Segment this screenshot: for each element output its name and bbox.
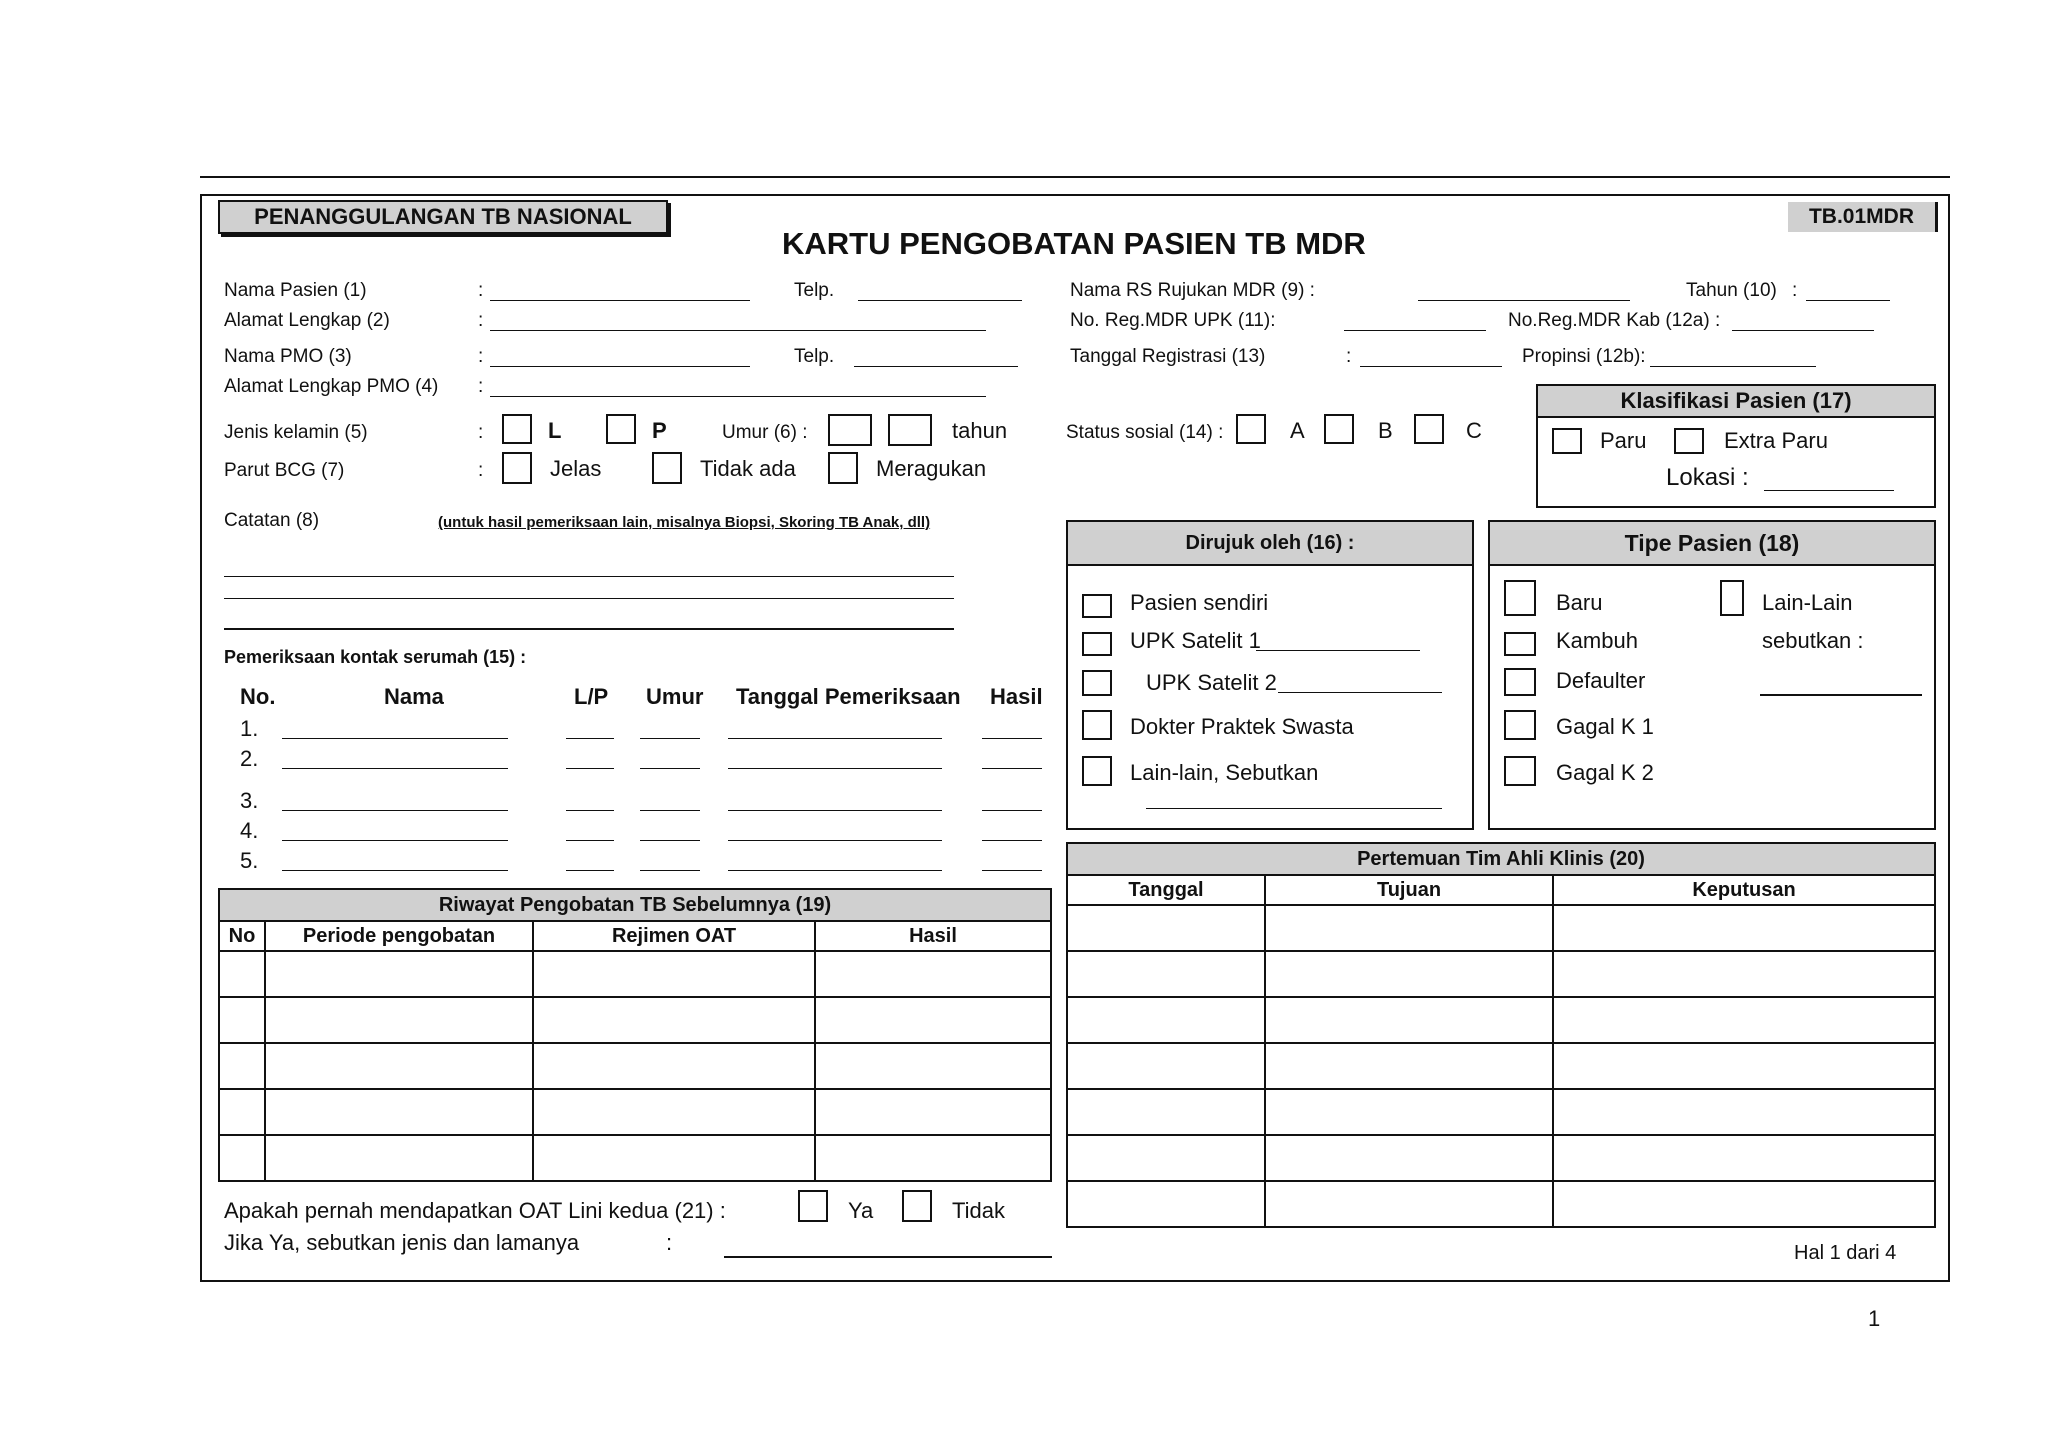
notes-label: Catatan (8) xyxy=(224,510,320,531)
patient-telp-label: Telp. xyxy=(794,280,835,301)
table-cell[interactable] xyxy=(1553,997,1935,1043)
referred-other-label: Lain-lain, Sebutkan xyxy=(1130,760,1319,785)
province-label: Propinsi (12b): xyxy=(1522,346,1646,367)
table-cell[interactable] xyxy=(1553,951,1935,997)
referred-upk2-checkbox[interactable] xyxy=(1082,670,1112,696)
meeting-title: Pertemuan Tim Ahli Klinis (20) xyxy=(1067,843,1935,875)
contact-result-field[interactable] xyxy=(982,870,1042,871)
table-cell[interactable] xyxy=(1067,1181,1265,1227)
colon: : xyxy=(478,460,484,481)
table-cell[interactable] xyxy=(815,951,1051,997)
contact-age-field[interactable] xyxy=(640,768,700,769)
classification-lung-checkbox[interactable] xyxy=(1552,428,1582,454)
table-cell[interactable] xyxy=(815,997,1051,1043)
contact-date-field[interactable] xyxy=(728,768,942,769)
table-row xyxy=(219,1135,1051,1181)
meeting-table xyxy=(1066,842,1936,1228)
referred-upk1-checkbox[interactable] xyxy=(1082,632,1112,656)
pmo-address-label: Alamat Lengkap PMO (4) xyxy=(224,376,439,397)
contact-name-field[interactable] xyxy=(282,840,508,841)
colon: : xyxy=(666,1230,673,1255)
type-relapse-label: Kambuh xyxy=(1556,628,1638,653)
patient-name-field[interactable] xyxy=(490,300,750,301)
age-digit-1-box[interactable] xyxy=(828,414,872,446)
second-line-detail-field[interactable] xyxy=(724,1256,1052,1258)
colon: : xyxy=(1792,280,1798,301)
contacts-header-date: Tanggal Pemeriksaan xyxy=(736,684,961,709)
second-line-detail-label: Jika Ya, sebutkan jenis dan lamanya xyxy=(224,1230,580,1255)
second-line-question: Apakah pernah mendapatkan OAT Lini kedua (21) : xyxy=(224,1198,726,1223)
year-field[interactable] xyxy=(1806,300,1890,301)
table-row xyxy=(219,997,1051,1043)
pmo-telp-field[interactable] xyxy=(854,366,1018,367)
location-field[interactable] xyxy=(1764,490,1894,491)
table-row xyxy=(1067,905,1935,951)
social-c-label: C xyxy=(1466,418,1482,443)
upk-reg-label: No. Reg.MDR UPK (11): xyxy=(1070,310,1276,331)
table-cell[interactable] xyxy=(265,1043,533,1089)
contact-date-field[interactable] xyxy=(728,810,942,811)
history-header-no: No xyxy=(219,921,265,951)
table-row xyxy=(219,951,1051,997)
classification-extra-lung-label: Extra Paru xyxy=(1724,428,1828,453)
pmo-address-field[interactable] xyxy=(490,396,986,397)
sex-l-label: L xyxy=(548,418,562,443)
bcg-none-checkbox[interactable] xyxy=(652,452,682,484)
sex-l-checkbox[interactable] xyxy=(502,414,532,444)
notes-line-1[interactable] xyxy=(224,576,954,577)
colon: : xyxy=(478,422,484,443)
type-defaulter-label: Defaulter xyxy=(1556,668,1646,693)
program-label-box xyxy=(218,200,668,234)
contact-result-field[interactable] xyxy=(982,840,1042,841)
table-row xyxy=(1067,1181,1935,1227)
contacts-header-no: No. xyxy=(240,684,276,709)
social-a-checkbox[interactable] xyxy=(1236,414,1266,444)
patient-address-label: Alamat Lengkap (2) xyxy=(224,310,390,331)
patient-address-field[interactable] xyxy=(490,330,986,331)
contact-age-field[interactable] xyxy=(640,738,700,739)
table-cell[interactable] xyxy=(1067,1135,1265,1181)
second-line-no-label: Tidak xyxy=(952,1198,1005,1223)
colon: : xyxy=(478,280,484,301)
year-label: Tahun (10) xyxy=(1686,280,1777,301)
table-cell[interactable] xyxy=(1553,1089,1935,1135)
contact-result-field[interactable] xyxy=(982,810,1042,811)
table-cell[interactable] xyxy=(1265,1181,1553,1227)
referred-private-doctor-checkbox[interactable] xyxy=(1082,710,1112,740)
contact-date-field[interactable] xyxy=(728,840,942,841)
classification-title: Klasifikasi Pasien (17) xyxy=(1538,386,1934,418)
table-cell[interactable] xyxy=(219,997,265,1043)
table-row xyxy=(1067,1135,1935,1181)
social-b-checkbox[interactable] xyxy=(1324,414,1354,444)
contact-date-field[interactable] xyxy=(728,738,942,739)
kab-reg-field[interactable] xyxy=(1732,330,1874,331)
social-b-label: B xyxy=(1378,418,1393,443)
province-field[interactable] xyxy=(1650,366,1816,367)
table-cell[interactable] xyxy=(533,997,815,1043)
age-label: Umur (6) : xyxy=(722,422,808,443)
table-cell[interactable] xyxy=(533,1135,815,1181)
bcg-clear-label: Jelas xyxy=(550,456,602,481)
table-row xyxy=(1067,1043,1935,1089)
history-header-period: Periode pengobatan xyxy=(265,921,533,951)
contact-sex-field[interactable] xyxy=(566,768,614,769)
bcg-label: Parut BCG (7) xyxy=(224,460,345,481)
colon: : xyxy=(478,376,484,397)
meeting-header-purpose: Tujuan xyxy=(1265,875,1553,905)
notes-hint: (untuk hasil pemeriksaan lain, misalnya Biopsi, Skoring TB Anak, dll) xyxy=(438,514,931,531)
form-title: KARTU PENGOBATAN PASIEN TB MDR xyxy=(782,226,1366,261)
contact-row-number: 2. xyxy=(240,746,259,771)
upk-reg-field[interactable] xyxy=(1344,330,1486,331)
social-a-label: A xyxy=(1290,418,1305,443)
reg-date-label: Tanggal Registrasi (13) xyxy=(1070,346,1266,367)
referred-other-field[interactable] xyxy=(1146,808,1442,809)
contacts-title: Pemeriksaan kontak serumah (15) : xyxy=(224,647,527,667)
type-fail-k2-checkbox[interactable] xyxy=(1504,756,1536,786)
contact-name-field[interactable] xyxy=(282,768,508,769)
classification-extra-lung-checkbox[interactable] xyxy=(1674,428,1704,454)
second-line-yes-checkbox[interactable] xyxy=(798,1190,828,1222)
notes-line-3[interactable] xyxy=(224,628,954,630)
notes-line-2[interactable] xyxy=(224,598,954,599)
referred-other-checkbox[interactable] xyxy=(1082,756,1112,786)
contact-row-number: 5. xyxy=(240,848,259,873)
table-cell[interactable] xyxy=(265,1089,533,1135)
type-new-label: Baru xyxy=(1556,590,1603,615)
type-fail-k2-label: Gagal K 2 xyxy=(1556,760,1654,785)
history-header-result: Hasil xyxy=(815,921,1051,951)
sex-label: Jenis kelamin (5) xyxy=(224,422,368,443)
contact-age-field[interactable] xyxy=(640,840,700,841)
reg-date-field[interactable] xyxy=(1360,366,1502,367)
table-cell[interactable] xyxy=(1265,951,1553,997)
table-cell[interactable] xyxy=(265,1135,533,1181)
referred-upk1-label: UPK Satelit 1 xyxy=(1130,628,1261,653)
history-table xyxy=(218,888,1052,1182)
contact-name-field[interactable] xyxy=(282,738,508,739)
table-cell[interactable] xyxy=(533,1089,815,1135)
patient-telp-field[interactable] xyxy=(858,300,1022,301)
table-cell[interactable] xyxy=(533,1043,815,1089)
referred-title: Dirujuk oleh (16) : xyxy=(1068,522,1472,566)
contacts-header-result: Hasil xyxy=(990,684,1043,709)
sex-p-checkbox[interactable] xyxy=(606,414,636,444)
social-c-checkbox[interactable] xyxy=(1414,414,1444,444)
meeting-header-decision: Keputusan xyxy=(1553,875,1935,905)
table-cell[interactable] xyxy=(219,951,265,997)
contacts-header-age: Umur xyxy=(646,684,704,709)
social-label: Status sosial (14) : xyxy=(1066,422,1224,443)
contact-row-number: 4. xyxy=(240,818,259,843)
second-line-yes-label: Ya xyxy=(848,1198,874,1223)
referred-self-checkbox[interactable] xyxy=(1082,594,1112,618)
type-other-label: Lain-Lain xyxy=(1762,590,1853,615)
table-row xyxy=(1067,997,1935,1043)
second-line-no-checkbox[interactable] xyxy=(902,1190,932,1222)
form-code-box xyxy=(1788,202,1938,232)
history-title: Riwayat Pengobatan TB Sebelumnya (19) xyxy=(219,889,1051,921)
table-row xyxy=(1067,951,1935,997)
table-cell[interactable] xyxy=(219,1089,265,1135)
table-cell[interactable] xyxy=(265,951,533,997)
table-cell[interactable] xyxy=(1067,951,1265,997)
age-unit: tahun xyxy=(952,418,1008,443)
table-row xyxy=(219,1089,1051,1135)
pmo-telp-label: Telp. xyxy=(794,346,835,367)
type-other-checkbox[interactable] xyxy=(1720,580,1744,616)
table-cell[interactable] xyxy=(219,1135,265,1181)
contact-sex-field[interactable] xyxy=(566,870,614,871)
referred-upk2-field[interactable] xyxy=(1278,692,1442,693)
bcg-doubtful-label: Meragukan xyxy=(876,456,987,481)
table-cell[interactable] xyxy=(533,951,815,997)
table-cell[interactable] xyxy=(1067,905,1265,951)
table-cell[interactable] xyxy=(1265,997,1553,1043)
contact-row-number: 3. xyxy=(240,788,259,813)
table-cell[interactable] xyxy=(1553,1043,1935,1089)
table-row xyxy=(219,1043,1051,1089)
page-info: Hal 1 dari 4 xyxy=(1794,1242,1897,1264)
contact-name-field[interactable] xyxy=(282,870,508,871)
program-label: PENANGGULANGAN TB NASIONAL xyxy=(254,204,632,229)
pmo-name-label: Nama PMO (3) xyxy=(224,346,352,367)
kab-reg-label: No.Reg.MDR Kab (12a) : xyxy=(1508,310,1721,331)
contact-result-field[interactable] xyxy=(982,768,1042,769)
contact-row-number: 1. xyxy=(240,716,259,741)
contact-age-field[interactable] xyxy=(640,870,700,871)
table-cell[interactable] xyxy=(1553,905,1935,951)
table-cell[interactable] xyxy=(1553,1135,1935,1181)
table-cell[interactable] xyxy=(815,1089,1051,1135)
sex-p-label: P xyxy=(652,418,667,443)
type-relapse-checkbox[interactable] xyxy=(1504,632,1536,656)
colon: : xyxy=(1346,346,1352,367)
table-cell[interactable] xyxy=(219,1043,265,1089)
contact-result-field[interactable] xyxy=(982,738,1042,739)
type-new-checkbox[interactable] xyxy=(1504,580,1536,616)
classification-lung-label: Paru xyxy=(1600,428,1647,453)
table-cell[interactable] xyxy=(1265,1043,1553,1089)
table-cell[interactable] xyxy=(815,1135,1051,1181)
contacts-header-sex: L/P xyxy=(574,684,609,709)
referred-upk2-label: UPK Satelit 2 xyxy=(1146,670,1277,695)
history-header-regimen: Rejimen OAT xyxy=(533,921,815,951)
hospital-label: Nama RS Rujukan MDR (9) : xyxy=(1070,280,1315,301)
contact-sex-field[interactable] xyxy=(566,840,614,841)
form-code: TB.01MDR xyxy=(1808,205,1914,228)
table-row xyxy=(1067,1089,1935,1135)
patient-type-title: Tipe Pasien (18) xyxy=(1490,522,1934,566)
contacts-header-name: Nama xyxy=(384,684,444,709)
type-fail-k1-checkbox[interactable] xyxy=(1504,710,1536,740)
table-cell[interactable] xyxy=(265,997,533,1043)
referred-private-doctor-label: Dokter Praktek Swasta xyxy=(1130,714,1354,739)
contact-name-field[interactable] xyxy=(282,810,508,811)
type-fail-k1-label: Gagal K 1 xyxy=(1556,714,1654,739)
table-cell[interactable] xyxy=(1553,1181,1935,1227)
age-digit-2-box[interactable] xyxy=(888,414,932,446)
table-cell[interactable] xyxy=(1067,1089,1265,1135)
contact-sex-field[interactable] xyxy=(566,810,614,811)
contact-age-field[interactable] xyxy=(640,810,700,811)
location-label: Lokasi : xyxy=(1666,464,1749,491)
table-cell[interactable] xyxy=(1067,1043,1265,1089)
pmo-name-field[interactable] xyxy=(490,366,750,367)
type-other-sub-label: sebutkan : xyxy=(1762,628,1864,653)
contact-sex-field[interactable] xyxy=(566,738,614,739)
hospital-field[interactable] xyxy=(1418,300,1630,301)
type-other-field[interactable] xyxy=(1760,694,1922,696)
bcg-doubtful-checkbox[interactable] xyxy=(828,452,858,484)
patient-name-label: Nama Pasien (1) xyxy=(224,280,367,301)
page-number: 1 xyxy=(1868,1306,1881,1331)
type-defaulter-checkbox[interactable] xyxy=(1504,668,1536,696)
bcg-clear-checkbox[interactable] xyxy=(502,452,532,484)
colon: : xyxy=(478,346,484,367)
contact-date-field[interactable] xyxy=(728,870,942,871)
top-rule xyxy=(200,176,1950,178)
table-cell[interactable] xyxy=(815,1043,1051,1089)
table-cell[interactable] xyxy=(1067,997,1265,1043)
meeting-header-date: Tanggal xyxy=(1067,875,1265,905)
table-cell[interactable] xyxy=(1265,1135,1553,1181)
table-cell[interactable] xyxy=(1265,1089,1553,1135)
referred-upk1-field[interactable] xyxy=(1256,650,1420,651)
referred-self-label: Pasien sendiri xyxy=(1130,590,1269,615)
colon: : xyxy=(478,310,484,331)
table-cell[interactable] xyxy=(1265,905,1553,951)
bcg-none-label: Tidak ada xyxy=(700,456,796,481)
